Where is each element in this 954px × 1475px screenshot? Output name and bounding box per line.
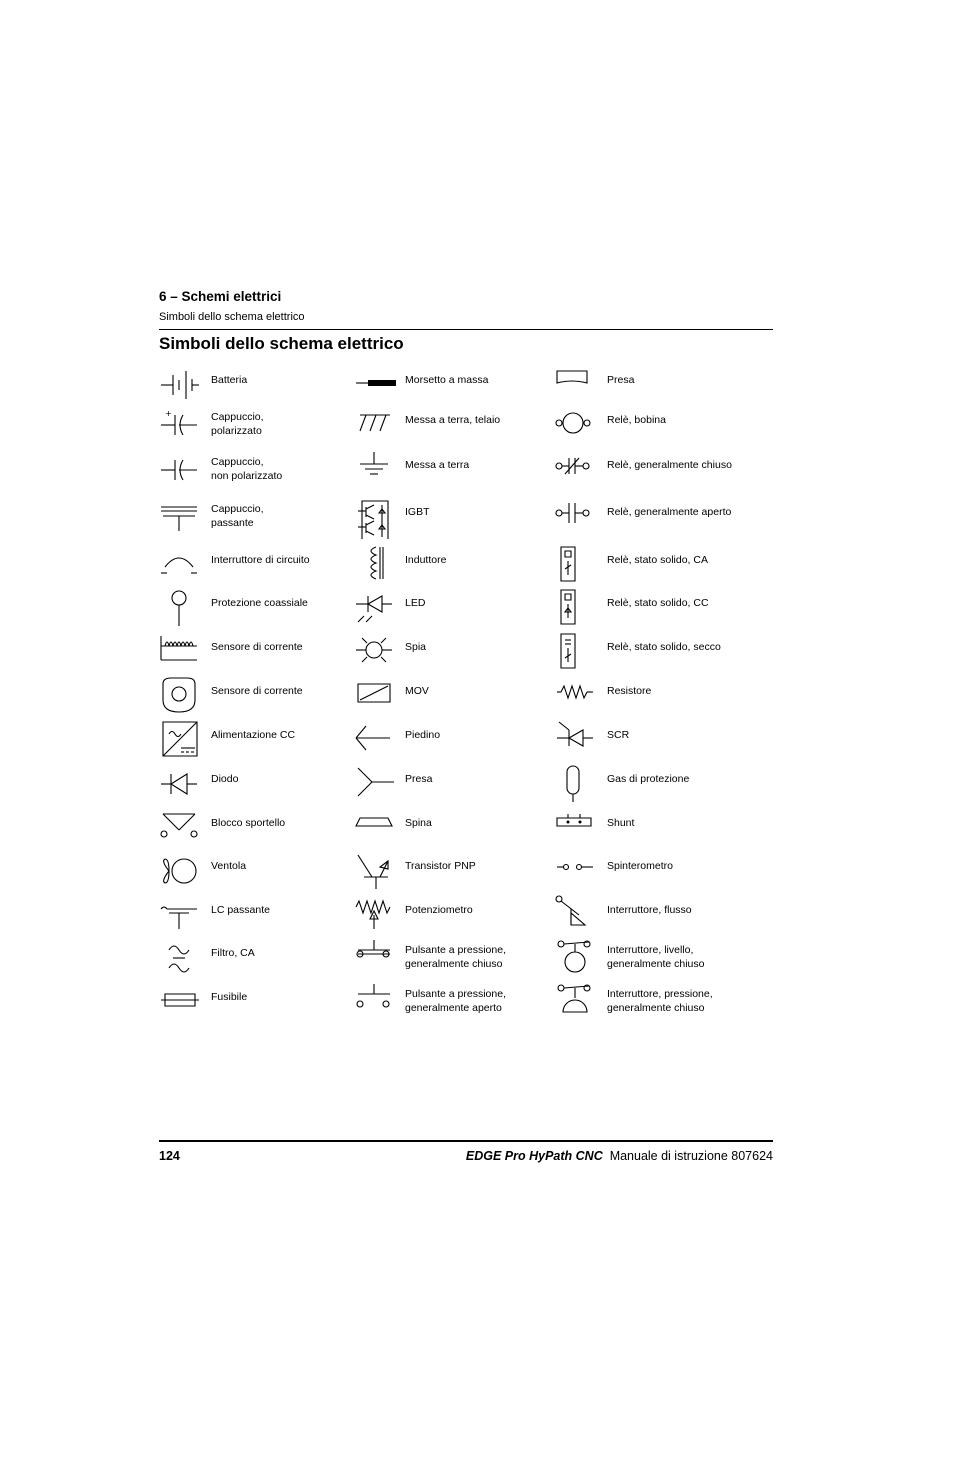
symbol-label: LC passante (211, 904, 270, 916)
ssr-dry-icon (555, 632, 597, 674)
symbol-label: Relè, stato solido, secco (607, 641, 721, 653)
symbol-entry (555, 405, 745, 447)
symbol-entry (354, 808, 544, 850)
symbol-entry (159, 764, 349, 806)
symbol-label: LED (405, 597, 426, 609)
mov-icon (354, 676, 396, 718)
symbol-label: Messa a terra (405, 459, 470, 471)
plug-icon (354, 808, 396, 850)
page-title: Simboli dello schema elettrico (159, 334, 404, 353)
symbol-label: SCR (607, 729, 630, 741)
symbol-label: Shunt (607, 817, 635, 829)
symbol-entry (159, 808, 349, 850)
symbol-label: Messa a terra, telaio (405, 414, 501, 426)
symbol-label: Interruttore, livello, generalmente chiuso (607, 944, 705, 970)
relay-coil-icon (555, 405, 597, 447)
capacitor-icon (159, 450, 201, 492)
pnp-transistor-icon (354, 851, 396, 893)
symbol-entry (555, 632, 745, 674)
symbol-label: Presa (607, 374, 635, 386)
symbol-entry (555, 497, 745, 539)
flow-switch-icon (555, 895, 597, 937)
symbol-label: Diodo (211, 773, 239, 785)
resistor-icon (555, 676, 597, 718)
symbol-entry (159, 720, 349, 762)
receptacle-icon (555, 365, 597, 407)
symbol-label: Cappuccio, passante (211, 503, 264, 529)
page-number: 124 (159, 1149, 180, 1163)
symbol-label: Spina (405, 817, 432, 829)
symbol-label: Blocco sportello (211, 817, 286, 829)
symbol-label: Alimentazione CC (211, 729, 296, 741)
feedthrough-capacitor-icon (159, 497, 201, 539)
symbol-entry (159, 851, 349, 893)
symbol-entry (555, 851, 745, 893)
symbol-label: Pulsante a pressione, generalmente aperto (405, 988, 506, 1014)
product-name: EDGE Pro HyPath CNC (465, 1149, 603, 1163)
symbol-entry (354, 764, 544, 806)
symbol-entry (555, 720, 745, 762)
frame-ground-icon (354, 405, 396, 447)
symbol-entry (555, 808, 745, 850)
symbol-entry (354, 588, 544, 630)
pressure-switch-icon (555, 982, 597, 1024)
symbol-entry (159, 545, 349, 587)
potentiometer-icon (354, 895, 396, 937)
footer-title (466, 1149, 773, 1163)
symbol-entry (354, 676, 544, 718)
ssr-ac-icon (555, 545, 597, 587)
symbol-entry (159, 588, 349, 630)
current-sensor-coil-icon (159, 632, 201, 674)
symbol-entry (159, 497, 349, 539)
symbol-label: Relè, stato solido, CA (607, 554, 708, 566)
pushbutton-nc-icon (354, 938, 396, 980)
symbol-label: Ventola (211, 860, 247, 872)
circuit-breaker-icon (159, 545, 201, 587)
fuse-icon (159, 982, 201, 1024)
door-interlock-icon (159, 808, 201, 850)
manual-name: Manuale di istruzione 807624 (609, 1149, 773, 1163)
symbol-entry (354, 632, 544, 674)
lc-feedthrough-icon (159, 895, 201, 937)
current-sensor-toroid-icon (159, 676, 201, 718)
symbol-entry (354, 895, 544, 937)
symbol-label: Sensore di corrente (211, 685, 303, 697)
chapter-heading: 6 – Schemi elettrici (159, 289, 282, 304)
symbol-label: Spinterometro (607, 860, 673, 872)
indicator-lamp-icon (354, 632, 396, 674)
symbol-entry (354, 938, 544, 980)
ssr-dc-icon (555, 588, 597, 630)
symbol-label: Cappuccio, non polarizzato (211, 456, 283, 482)
symbol-entry (555, 982, 745, 1024)
chassis-terminal-icon (354, 365, 396, 407)
symbol-entry (354, 720, 544, 762)
symbol-label: Relè, bobina (607, 414, 666, 426)
symbol-entry (159, 450, 349, 492)
symbol-label: Presa (405, 773, 433, 785)
symbol-label: Relè, generalmente chiuso (607, 459, 732, 471)
symbol-label: Morsetto a massa (405, 374, 489, 386)
symbol-entry (354, 450, 544, 492)
symbol-label: Protezione coassiale (211, 597, 308, 609)
symbol-label: Transistor PNP (405, 860, 476, 872)
pushbutton-no-icon (354, 982, 396, 1024)
socket-icon (354, 764, 396, 806)
earth-ground-icon (354, 450, 396, 492)
symbol-entry (159, 895, 349, 937)
spark-gap-icon (555, 851, 597, 893)
ac-filter-icon (159, 938, 201, 980)
symbol-label: IGBT (405, 506, 430, 518)
symbol-label: Resistore (607, 685, 652, 697)
inductor-icon (354, 545, 396, 587)
symbol-entry (555, 895, 745, 937)
symbol-label: Piedino (405, 729, 441, 741)
symbol-entry (159, 982, 349, 1024)
symbol-label: Potenziometro (405, 904, 473, 916)
relay-nc-icon (555, 450, 597, 492)
symbol-label: Relè, generalmente aperto (607, 506, 732, 518)
led-icon (354, 588, 396, 630)
symbol-entry (159, 405, 349, 447)
fan-icon (159, 851, 201, 893)
symbol-entry (159, 365, 349, 407)
symbol-label: Induttore (405, 554, 447, 566)
symbol-entry (354, 365, 544, 407)
relay-no-icon (555, 497, 597, 539)
header-divider (159, 329, 773, 330)
pin-icon (354, 720, 396, 762)
symbol-entry (354, 851, 544, 893)
battery-icon (159, 365, 201, 407)
symbol-entry (159, 676, 349, 718)
scr-icon (555, 720, 597, 762)
symbol-label: Interruttore, flusso (607, 904, 692, 916)
symbol-label: MOV (405, 685, 429, 697)
symbol-label: Filtro, CA (211, 947, 255, 959)
coaxial-shield-icon (159, 588, 201, 630)
section-subheading: Simboli dello schema elettrico (159, 311, 305, 323)
symbol-label: Spia (405, 641, 427, 653)
level-switch-icon (555, 938, 597, 980)
symbol-label: Batteria (211, 374, 248, 386)
symbol-entry (354, 497, 544, 539)
svg-text:+: + (165, 409, 172, 418)
symbol-entry (555, 938, 745, 980)
symbol-entry (555, 588, 745, 630)
symbol-entry (555, 450, 745, 492)
symbol-label: Pulsante a pressione, generalmente chiuso (405, 944, 506, 970)
shield-gas-icon (555, 764, 597, 806)
footer-divider (159, 1140, 773, 1142)
symbol-entry (555, 365, 745, 407)
symbol-label: Gas di protezione (607, 773, 690, 785)
symbol-entry (354, 982, 544, 1024)
symbol-entry (555, 764, 745, 806)
dc-supply-icon (159, 720, 201, 762)
symbol-label: Sensore di corrente (211, 641, 303, 653)
symbol-label: Interruttore, pressione, generalmente chiuso (607, 988, 713, 1014)
symbol-label: Interruttore di circuito (211, 554, 310, 566)
symbol-entry (354, 545, 544, 587)
polarized-capacitor-icon (159, 405, 201, 447)
symbol-entry (159, 632, 349, 674)
diode-icon (159, 764, 201, 806)
symbol-entry (555, 545, 745, 587)
symbol-entry (555, 676, 745, 718)
shunt-icon (555, 808, 597, 850)
symbol-label: Relè, stato solido, CC (607, 597, 709, 609)
symbol-label: Fusibile (211, 991, 248, 1003)
symbol-label: Cappuccio, polarizzato (211, 411, 264, 437)
symbol-entry (354, 405, 544, 447)
igbt-icon (354, 497, 396, 539)
symbol-entry (159, 938, 349, 980)
